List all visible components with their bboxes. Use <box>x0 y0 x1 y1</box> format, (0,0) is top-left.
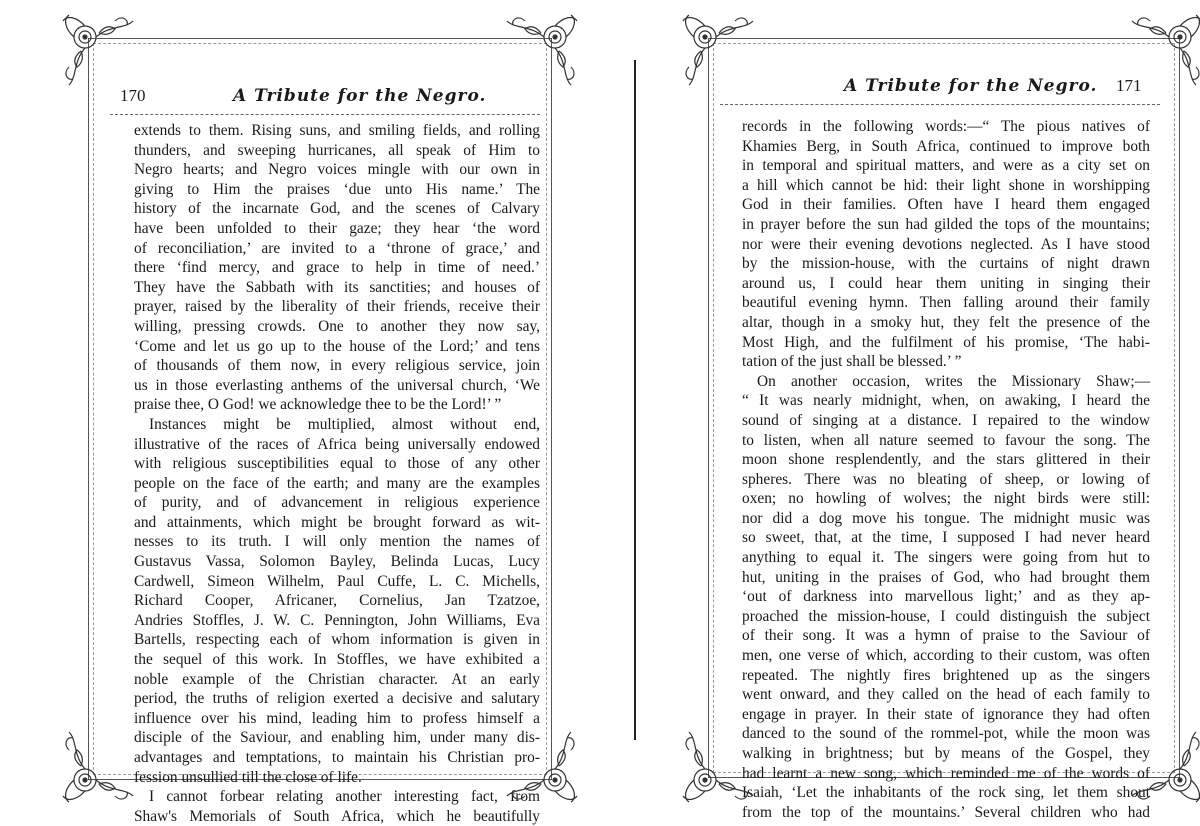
text-line: us in those everlasting anthems of the universal church, ‘We <box>134 376 540 394</box>
text-line: Negro hearts; and Negro voices mingle with our own in <box>134 161 540 179</box>
text-line: altar, though in a smoky hut, they felt the presence of the <box>742 313 1150 331</box>
text-line: advantages and temptations, to maintain his Christian pro- <box>134 749 540 766</box>
text-line: They have the Sabbath with its sanctities; and houses of <box>134 278 540 296</box>
page-number: 171 <box>1116 76 1142 95</box>
text-line: Instances might be multiplied, almost without end, <box>149 415 540 433</box>
text-line: have been unfolded to their gaze; they hear ‘the word <box>134 219 540 237</box>
text-line: praise thee, O God! we acknowledge thee to be the Lord!’ ” <box>134 396 502 414</box>
paragraph <box>742 372 1150 823</box>
running-title: A Tribute for the Negro. <box>233 86 487 106</box>
text-line: “ It was nearly midnight, when, on awaking, I heard the <box>742 392 1150 410</box>
text-line: engage in prayer. In their state of ignorance they had often <box>742 705 1150 723</box>
text-line: proached the mission-house, I could distinguish the subject <box>742 607 1150 625</box>
text-line: records in the following words:—“ The pious natives of <box>742 118 1150 135</box>
left-page <box>0 0 600 825</box>
text-line: I cannot forbear relating another interesting fact, from <box>149 788 540 806</box>
text-line: and attainments, which might be brought forward as wit- <box>134 513 540 531</box>
header-rule <box>720 104 1160 105</box>
text-line: ‘Come and let us go up to the house of the Lord;’ and tens <box>134 337 540 355</box>
text-line: On another occasion, writes the Missionary Shaw;— <box>757 372 1150 390</box>
text-line: Gustavus Vassa, Solomon Bayley, Belinda Lucas, Lucy <box>134 553 540 571</box>
text-line: ‘out of darkness into marvellous light;’ and as they ap- <box>742 588 1150 606</box>
text-line: oxen; no howling of wolves; the night birds were still: <box>742 490 1150 508</box>
text-line: with religious susceptibilities equal to those of any other <box>134 455 540 473</box>
text-line: so sweet, that, at the time, I supposed I had never heard <box>742 529 1150 547</box>
corner-ornament <box>675 7 765 97</box>
text-line: nor did a dog move his tongue. The midnight music was <box>742 509 1150 527</box>
text-line: history of the incarnate God, and the scenes of Calvary <box>134 200 540 218</box>
text-line: hut, uniting in the praises of God, who had brought them <box>742 568 1150 586</box>
text-line: by the mission-house, with the curtains of night drawn <box>742 255 1150 273</box>
corner-ornament <box>495 720 585 810</box>
text-line: walking in brightness; but by means of the Gospel, they <box>742 745 1150 762</box>
text-line: the sequel of this work. In Stoffles, we have exhibited a <box>134 651 540 669</box>
text-line: around us, I could hear them uniting in singing their <box>742 274 1150 292</box>
text-line: fession unsullied till the close of life. <box>134 768 362 786</box>
paragraph <box>134 787 540 826</box>
text-line: of reconciliation,’ are invited to a ‘throne of grace,’ and <box>134 239 540 257</box>
text-line: anything to equal it. The singers were going from hut to <box>742 549 1150 567</box>
page-number: 170 <box>120 86 146 105</box>
text-line: influence over his mind, leading him to profess himself a <box>134 709 540 727</box>
text-line: Shaw's Memorials of South Africa, which he beautifully <box>134 807 540 825</box>
text-line: Andries Stoffles, J. W. C. Pennington, John Williams, Eva <box>134 611 540 629</box>
text-line: tation of the just shall be blessed.’ ” <box>742 353 962 371</box>
corner-ornament <box>1120 7 1200 97</box>
text-line: there ‘find mercy, and grace to help in time of need.’ <box>134 259 540 277</box>
page-text <box>134 121 540 826</box>
text-line: Bartells, respecting each of whom information is given in <box>134 631 540 649</box>
text-line: nesses to its truth. I will only mention the names of <box>134 533 540 551</box>
paragraph <box>134 415 540 787</box>
text-line: Isaiah, ‘Let the inhabitants of the rock sing, let them shout <box>742 784 1150 802</box>
text-line: period, the truths of religion exerted a decisive and salutary <box>134 690 540 708</box>
paragraph <box>134 121 540 415</box>
text-line: to listen, when all nature seemed to favour the song. The <box>742 431 1150 449</box>
text-line: in temporal and spiritual matters, and were as a city set on <box>742 157 1150 175</box>
text-line: of purity, and of advancement in religious experience <box>134 494 540 512</box>
text-line: of thousands of them now, in every religious service, join <box>134 357 540 375</box>
text-line: spheres. There was no bleating of sheep, or lowing of <box>742 470 1150 488</box>
text-line: noble example of the Christian character. At an early <box>134 670 540 688</box>
corner-ornament <box>55 7 145 97</box>
paragraph <box>742 117 1150 372</box>
text-line: Khamies Berg, in South Africa, continued to improve both <box>742 137 1150 155</box>
text-line: Most High, and the fulfilment of his promise, ‘The habi- <box>742 333 1150 351</box>
text-line: repeated. The nightly fires brightened up as the singers <box>742 666 1150 684</box>
text-line: men, one verse of which, according to their custom, was often <box>742 647 1150 665</box>
text-line: people on the face of the earth; and many are the examples <box>134 474 540 492</box>
text-line: Richard Cooper, Africaner, Cornelius, Jan Tzatzoe, <box>134 592 540 610</box>
text-line: danced to the sound of the rommel-pot, while the moon was <box>742 725 1150 743</box>
text-line: in prayer before the sun had gilded the tops of the mountains; <box>742 215 1150 233</box>
text-line: thunders, and sweeping hurricanes, all speak of Him to <box>134 141 540 159</box>
text-line: moon shone resplendently, and the stars glittered in their <box>742 451 1150 469</box>
page-text <box>742 117 1150 822</box>
text-line: giving to Him the praises ‘due unto His name.’ The <box>134 180 540 198</box>
corner-ornament <box>1120 720 1200 810</box>
text-line: nor were their evening devotions neglected. As I have stood <box>742 235 1150 253</box>
header-rule <box>110 114 540 115</box>
text-line: beautiful evening hymn. Then falling around their family <box>742 294 1150 312</box>
corner-ornament <box>495 7 585 97</box>
text-line: God in their families. Often have I heard them engaged <box>742 196 1150 214</box>
text-line: of their song. It was a hymn of praise to the Saviour of <box>742 627 1150 645</box>
running-title: A Tribute for the Negro. <box>844 76 1098 96</box>
text-line: disciple of the Saviour, and enabling him, under many dis- <box>134 729 540 747</box>
corner-ornament <box>675 720 765 810</box>
text-line: prayer, raised by the liberality of their friends, receive their <box>134 298 540 316</box>
text-line: willing, pressing crowds. One to another they now say, <box>134 317 540 335</box>
right-page <box>600 0 1200 821</box>
text-line: a hill which cannot be hid: their light shone in worshipping <box>742 176 1150 194</box>
text-line: went onward, and they called on the head of each family to <box>742 686 1150 704</box>
text-line: sound of singing at a distance. I repaired to the window <box>742 411 1150 429</box>
text-line: Cardwell, Simeon Wilhelm, Paul Cuffe, L. C. Michells, <box>134 572 540 590</box>
text-line: had learnt a new song, which reminded me of the words of <box>742 764 1150 782</box>
text-line: illustrative of the races of Africa being universally endowed <box>134 435 540 453</box>
corner-ornament <box>55 720 145 810</box>
text-line: from the top of the mountains.’ Several children who had <box>742 803 1150 821</box>
text-line: extends to them. Rising suns, and smiling fields, and rolling <box>134 122 540 139</box>
